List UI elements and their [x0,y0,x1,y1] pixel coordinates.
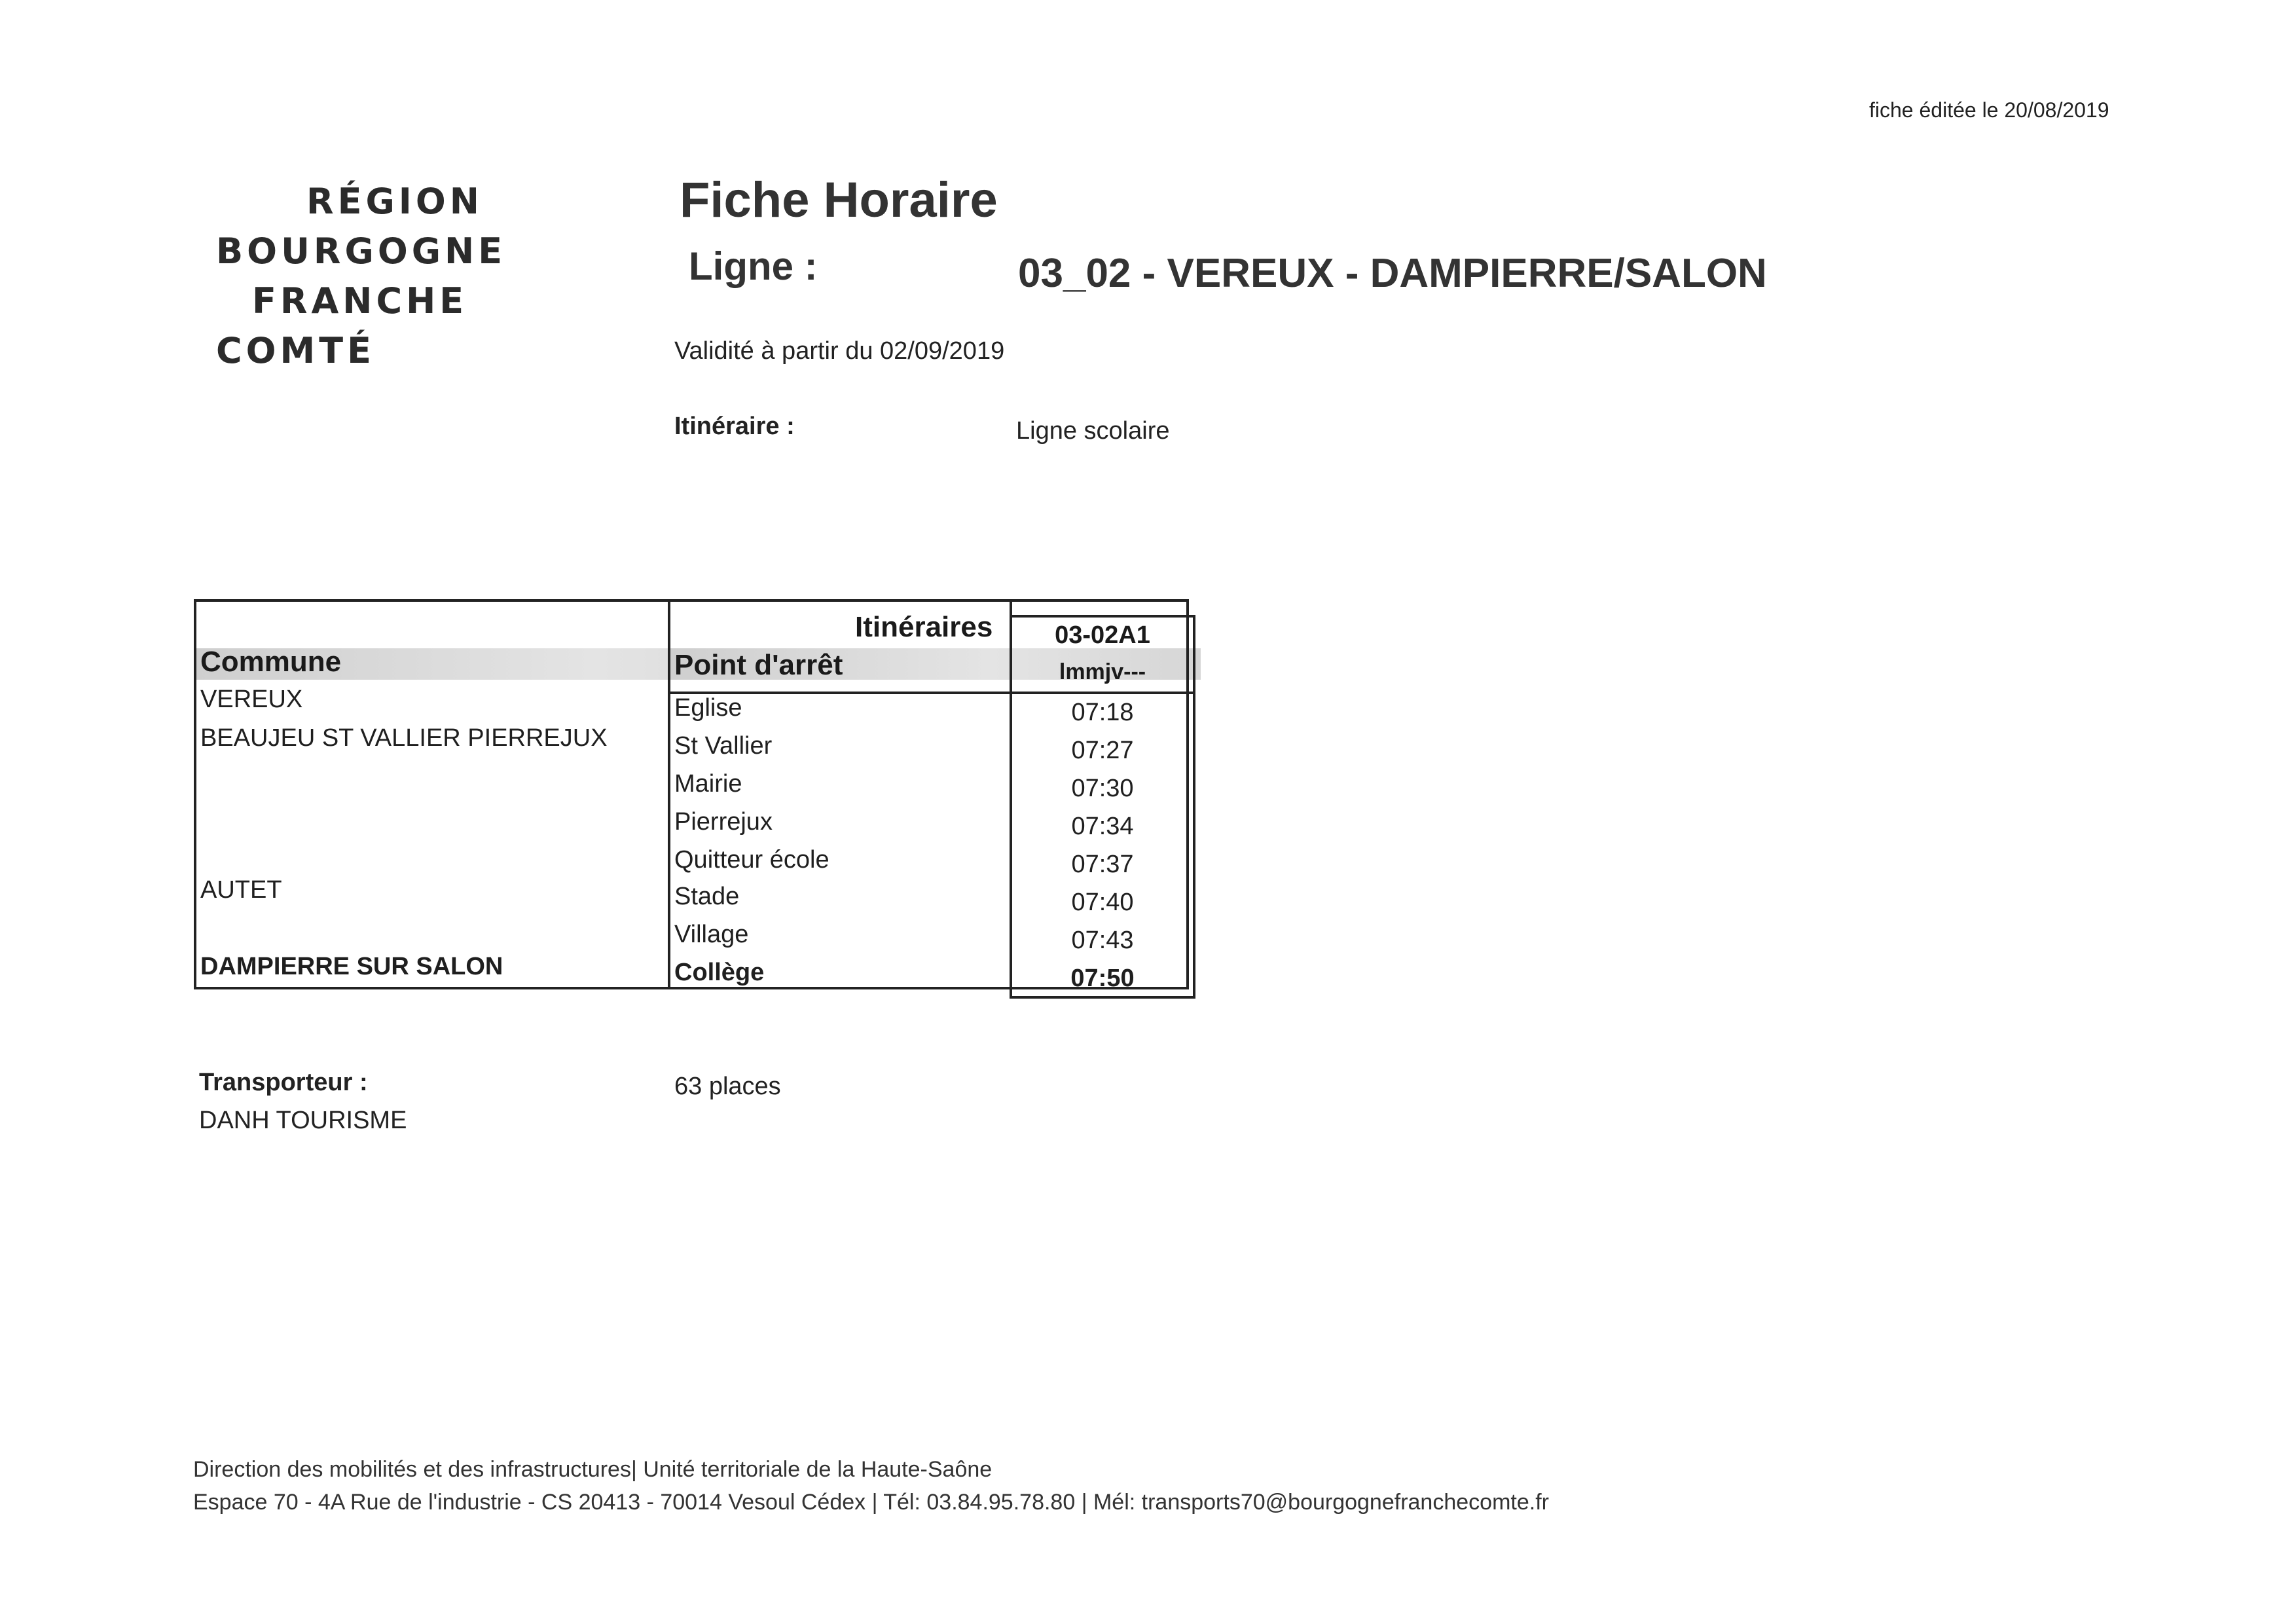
transporteur-label: Transporteur : [199,1069,368,1096]
itineraire-value: Ligne scolaire [1016,417,1170,445]
itineraire-label: Itinéraire : [674,413,795,440]
course-days: lmmjv--- [1059,659,1146,684]
row-6-commune: AUTET [200,876,282,904]
row-3-time: 07:30 [1071,775,1134,802]
row-3-point: Mairie [674,770,742,798]
header-itineraires: Itinéraires [855,611,993,643]
course-code: 03-02A1 [1055,621,1150,649]
row-8-commune: DAMPIERRE SUR SALON [200,953,503,980]
logo-line-4: COMTÉ [216,330,375,371]
header-commune: Commune [200,646,342,678]
row-2-commune: BEAUJEU ST VALLIER PIERREJUX [200,724,608,752]
logo-line-2: BOURGOGNE [216,231,507,272]
divider-commune [668,599,670,989]
header-point-arret: Point d'arrêt [674,649,843,681]
ligne-value: 03_02 - VEREUX - DAMPIERRE/SALON [1018,251,1767,296]
validity-date: Validité à partir du 02/09/2019 [674,337,1005,365]
footer-line-1: Direction des mobilités et des infrastructures| Unité territoriale de la Haute-Saône [193,1457,993,1482]
footer-line-2: Espace 70 - 4A Rue de l'industrie - CS 20413 - 70014 Vesoul Cédex | Tél: 03.84.95.78.80 | Mél: transports70@bourgognefranchecomte.fr [193,1490,1549,1515]
row-5-time: 07:37 [1071,851,1134,878]
logo-line-3: FRANCHE [252,280,468,322]
page-title: Fiche Horaire [680,172,998,228]
top-border-course [1010,615,1195,618]
row-1-point: Eglise [674,694,742,722]
row-8-time: 07:50 [1070,965,1135,992]
region-logo [196,177,511,373]
row-5-point: Quitteur école [674,846,829,874]
row-1-time: 07:18 [1071,699,1134,726]
edition-date: fiche éditée le 20/08/2019 [1869,98,2109,122]
row-2-point: St Vallier [674,732,773,760]
row-7-time: 07:43 [1071,927,1134,954]
row-7-point: Village [674,921,749,948]
header-underline [668,692,1195,694]
transporteur-name: DANH TOURISME [199,1107,407,1134]
row-2-time: 07:27 [1071,737,1134,764]
logo-line-1: RÉGION [306,181,483,222]
ligne-label: Ligne : [689,244,818,288]
places-count: 63 places [674,1073,781,1100]
row-4-time: 07:34 [1071,813,1134,840]
row-1-commune: VEREUX [200,686,303,713]
schedule-table [194,599,1195,1000]
row-8-point: Collège [674,959,765,986]
row-4-point: Pierrejux [674,808,773,836]
row-6-time: 07:40 [1071,889,1134,916]
bottom-border-course [1010,996,1195,999]
row-6-point: Stade [674,883,740,910]
